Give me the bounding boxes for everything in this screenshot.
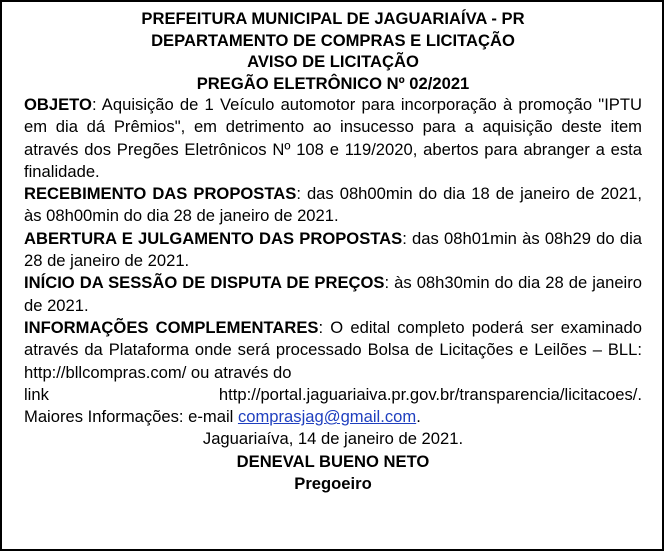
contact-line: [24, 406, 642, 428]
recebimento-text: : das 08h00min do dia 18 de janeiro de 2021, às 08h00min do dia 28 de janeiro de 2021.: [24, 184, 642, 226]
contact-suffix: .: [416, 407, 421, 427]
signer-role: Pregoeiro: [294, 474, 372, 494]
email-link[interactable]: comprasjag@gmail.com: [237, 407, 417, 427]
auction-number: PREGÃO ELETRÔNICO Nº 02/2021: [196, 73, 470, 93]
inicio-text: : às 08h30min do dia 28 de janeiro de 2021.: [24, 273, 643, 315]
abertura-text: : das 08h01min às 08h29 do dia 28 de janeiro de 2021.: [24, 228, 642, 271]
objeto-label: OBJETO: [24, 95, 92, 114]
informacoes-label: INFORMAÇÕES COMPLEMENTARES: [24, 317, 319, 337]
notice-title: AVISO DE LICITAÇÃO: [247, 52, 419, 71]
informacoes-text: : O edital completo poderá ser examinado através da Plataforma onde será processado Bolsa de Licitações e Leilões – BLL: http://bllcompras.com/ ou através do: [24, 317, 642, 382]
objeto-paragraph: [24, 94, 642, 183]
signer-name: DENEVAL BUENO NETO: [236, 451, 430, 471]
inicio-label: INÍCIO DA SESSÃO DE DISPUTA DE PREÇOS: [24, 273, 385, 293]
transparency-link[interactable]: link http://portal.jaguariaiva.pr.gov.br/transparencia/licitacoes/.: [24, 384, 642, 404]
inicio-paragraph: [24, 272, 642, 317]
abertura-label: ABERTURA E JULGAMENTO DAS PROPOSTAS: [24, 228, 403, 248]
abertura-paragraph: [24, 228, 642, 273]
contact-prefix: Maiores Informações: e-mail: [24, 407, 238, 427]
municipality-title: PREFEITURA MUNICIPAL DE JAGUARIAÍVA - PR: [141, 9, 525, 28]
transparency-link-line: [24, 384, 642, 406]
objeto-text: : Aquisição de 1 Veículo automotor para incorporação à promoção "IPTU em dia dá Prêmios", em detrimento ao insucesso para a aquisição deste item através dos Pregões Eletrônicos Nº 108 e 119/2020, abertos para abranger a esta finalidade.: [24, 95, 642, 181]
recebimento-label: RECEBIMENTO DAS PROPOSTAS: [24, 184, 297, 204]
place-date: Jaguariaíva, 14 de janeiro de 2021.: [202, 429, 464, 449]
department-title: DEPARTAMENTO DE COMPRAS E LICITAÇÃO: [151, 30, 515, 50]
recebimento-paragraph: [24, 183, 642, 228]
informacoes-paragraph: [24, 317, 642, 384]
notice-header: [24, 8, 642, 94]
